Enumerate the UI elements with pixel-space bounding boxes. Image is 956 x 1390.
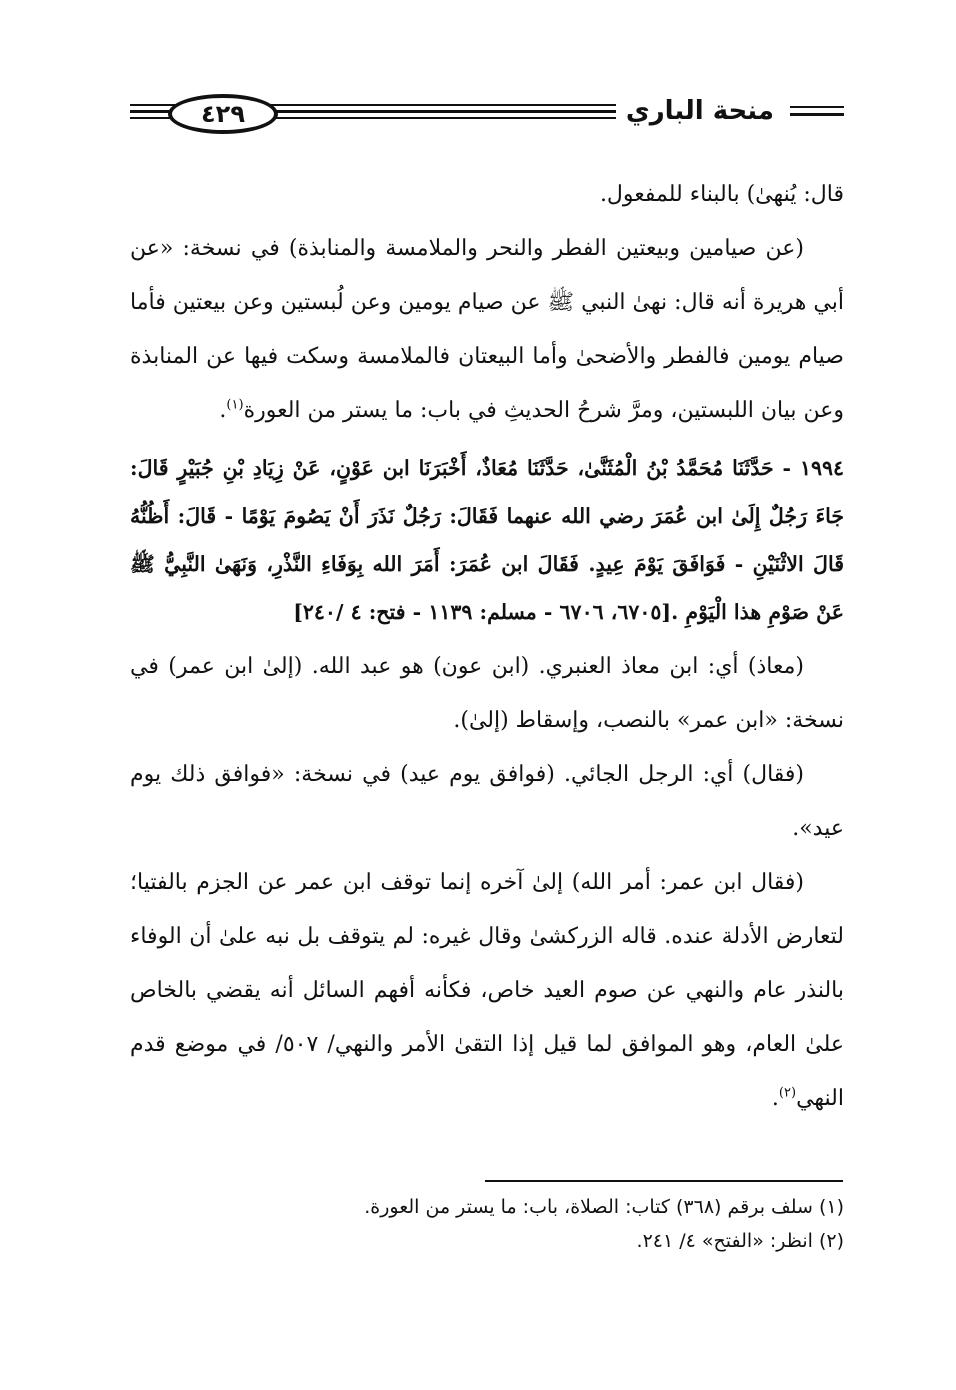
page-header [130, 92, 844, 142]
paragraph [130, 748, 844, 856]
running-title: منحة الباري [616, 96, 784, 126]
page-number: ٤٢٩ [168, 94, 278, 134]
header-rule-right [790, 113, 844, 116]
footnote-marker[interactable]: (٢) [778, 1085, 797, 1101]
header-rule-middle [270, 104, 640, 106]
paragraph-text: (عن صيامين وبيعتين الفطر والنحر والملامسة والمنابذة) في نسخة: «عن أبي هريرة أنه قال: نهىٰ النبي ﷺ عن صيام يومين وعن لُبستين وعن بيعتين فأما صيام يومين فالفطر والأضحىٰ وأما البيعتان فالملامسة وسكت فيها عن المنابذة وعن بيان اللبستين، ومرَّ شرحُ الحديثِ في باب: ما يستر من العورة [130, 236, 844, 423]
paragraph [130, 640, 844, 748]
paragraph-end: . [219, 398, 227, 423]
paragraph-text: (فقال ابن عمر: أمر الله) إلىٰ آخره إنما توقف ابن عمر عن الجزم بالفتيا؛ لتعارض الأدلة عنده. قاله الزركشىٰ وقال غيره: لم يتوقف بل نبه علىٰ أن الوفاء بالنذر عام والنهي عن صوم العيد خاص، فكأنه أفهم السائل أنه يقضي بالخاص علىٰ العام، وهو الموافق لما قيل إذا التقىٰ الأمر والنهي/ ٥٠٧/ في موضع قدم النهي [130, 870, 844, 1111]
header-rule-middle [270, 110, 640, 113]
hadith-text [130, 444, 844, 636]
paragraph [130, 222, 844, 438]
paragraph-text: قال: يُنهىٰ) بالبناء للمفعول. [599, 182, 844, 207]
paragraph-end: . [771, 1086, 779, 1111]
header-rule-middle [270, 117, 640, 119]
footnote-marker[interactable]: (١) [226, 397, 244, 413]
paragraph [130, 168, 844, 222]
main-text [130, 168, 844, 1126]
footnote-separator [485, 1180, 843, 1182]
paragraph-text: (فقال) أي: الرجل الجائي. (فوافق يوم عيد) في نسخة: «فوافق ذلك يوم عيد». [130, 762, 844, 841]
footnote-item: (١) سلف برقم (٣٦٨) كتاب: الصلاة، باب: ما يستر من العورة. [364, 1196, 844, 1218]
footnote-item: (٢) انظر: «الفتح» ٤/ ٢٤١. [636, 1230, 844, 1252]
hadith-body: ١٩٩٤ - حَدَّثَنَا مُحَمَّدُ بْنُ الْمُثَنَّىٰ، حَدَّثَنَا مُعَاذٌ، أَخْبَرَنَا ابن عَوْنٍ، عَنْ زِيَادِ بْنِ جُبَيْرٍ قَالَ: جَاءَ رَجُلٌ إِلَىٰ ابن عُمَرَ رضي الله عنهما فَقَالَ: رَجُلٌ نَذَرَ أَنْ يَصُومَ يَوْمًا - قَالَ: أَظُنُّهُ قَالَ الاثْنَيْنِ - فَوَافَقَ يَوْمَ عِيدٍ. فَقَالَ ابن عُمَرَ: أَمَرَ الله بِوَفَاءِ النَّذْرِ، وَنَهَىٰ النَّبِيُّ ﷺ عَنْ صَوْمِ هذا الْيَوْمِ .[٦٧٠٥، ٦٧٠٦ - مسلم: ١١٣٩ - فتح: ٤ /٢٤٠] [130, 456, 844, 624]
paragraph [130, 856, 844, 1126]
footnotes [130, 1190, 844, 1258]
header-rule-right [790, 106, 844, 108]
paragraph-text: (معاذ) أي: ابن معاذ العنبري. (ابن عون) هو عبد الله. (إلىٰ ابن عمر) في نسخة: «ابن عمر» بالنصب، وإسقاط (إلىٰ). [130, 654, 844, 733]
